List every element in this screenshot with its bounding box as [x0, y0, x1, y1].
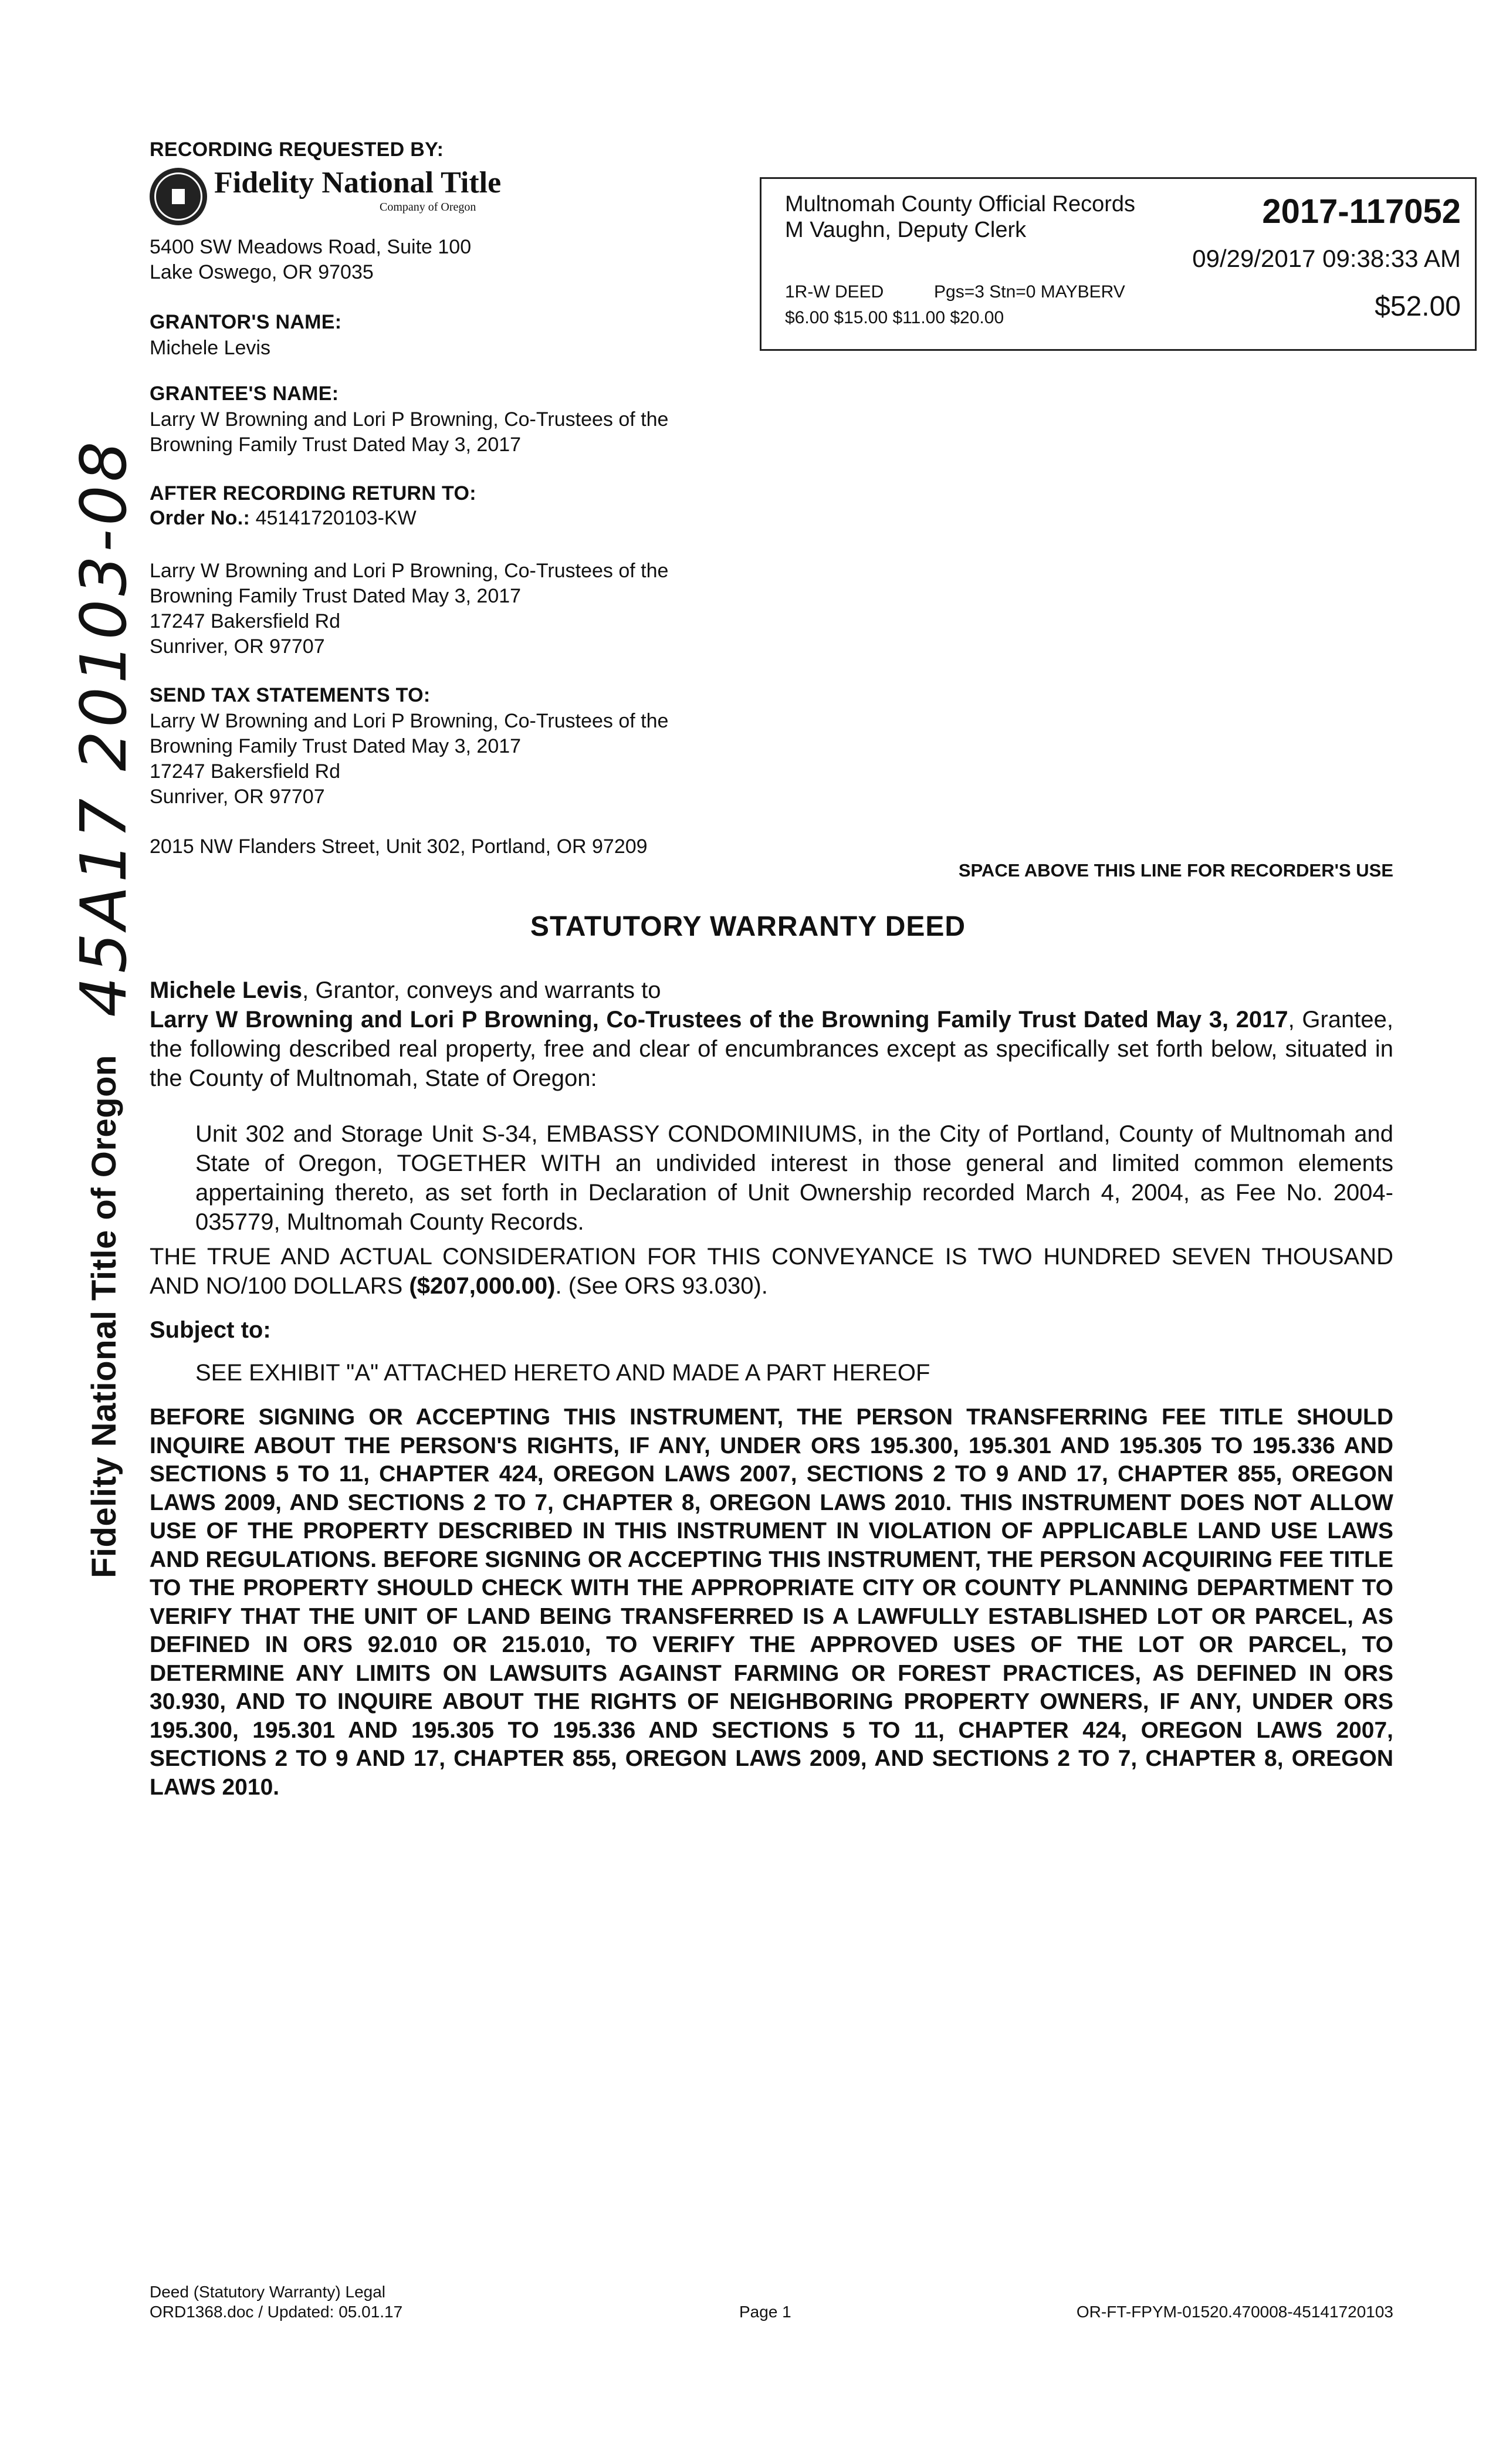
company-name: Fidelity National Title [214, 166, 502, 199]
recorder-note: SPACE ABOVE THIS LINE FOR RECORDER'S USE [958, 860, 1393, 881]
deputy-clerk: M Vaughn, Deputy Clerk [785, 218, 1027, 242]
fee-total: $52.00 [1375, 291, 1461, 322]
consideration-amount: ($207,000.00) [409, 1273, 556, 1299]
company-sub: Company of Oregon [380, 201, 476, 214]
consideration-text: THE TRUE AND ACTUAL CONSIDERATION FOR THIS CONVEYANCE IS TWO HUNDRED SEVEN THOUSAND AND NO/100 DOLLARS [150, 1244, 1393, 1299]
company-address [150, 235, 736, 285]
property-address: 2015 NW Flanders Street, Unit 302, Portland, OR 97209 [150, 835, 648, 858]
recording-requested-label: RECORDING REQUESTED BY: [150, 138, 444, 161]
company-seal-icon [150, 168, 207, 225]
conveyance-paragraph [150, 976, 1393, 1093]
side-handwritten-order: 45A17 20103-08 [67, 438, 141, 1017]
grantee-label: GRANTEE'S NAME: [150, 383, 339, 405]
recording-stamp-box [760, 177, 1477, 351]
footer-form [150, 2282, 402, 2322]
grantor-bold: Michele Levis [150, 977, 303, 1003]
consideration-ref: . (See ORS 93.030). [555, 1273, 768, 1299]
doc-type: 1R-W DEED [785, 282, 884, 302]
tax-address [150, 709, 795, 810]
side-company-name: Fidelity National Title of Oregon [85, 1055, 123, 1578]
tax-line4: Sunriver, OR 97707 [150, 786, 325, 808]
grantee-line2: Browning Family Trust Dated May 3, 2017 [150, 434, 522, 456]
footer-page: Page 1 [739, 2303, 791, 2321]
tax-line2: Browning Family Trust Dated May 3, 2017 [150, 735, 522, 757]
tax-label: SEND TAX STATEMENTS TO: [150, 684, 431, 706]
grantee-bold: Larry W Browning and Lori P Browning, Co-Trustees of the Browning Family Trust Dated May 3, 2017 [150, 1007, 1288, 1033]
subject-to-label: Subject to: [150, 1317, 271, 1343]
consideration-paragraph [150, 1242, 1393, 1301]
tax-line1: Larry W Browning and Lori P Browning, Co-Trustees of the [150, 710, 669, 732]
order-label: Order No.: [150, 507, 251, 529]
footer-form-name: Deed (Statutory Warranty) Legal [150, 2283, 386, 2301]
return-line1: Larry W Browning and Lori P Browning, Co-Trustees of the [150, 560, 669, 582]
statutory-notice: BEFORE SIGNING OR ACCEPTING THIS INSTRUMENT, THE PERSON TRANSFERRING FEE TITLE SHOULD INQUIRE ABOUT THE PERSON'S RIGHTS, IF ANY, UNDER ORS 195.300, 195.301 AND 195.305 TO 195.336 AND SECTIONS 5 TO 11, CHAPTER 424, OREGON LAWS 2007, SECTIONS 2 TO 9 AND 17, CHAPTER 855, OREGON LAWS 2009, AND SECTIONS 2 TO 7, CHAPTER 8, OREGON LAWS 2010. THIS INSTRUMENT DOES NOT ALLOW USE OF THE PROPERTY DESCRIBED IN THIS INSTRUMENT IN VIOLATION OF APPLICABLE LAND USE LAWS AND REGULATIONS. BEFORE SIGNING OR ACCEPTING THIS INSTRUMENT, THE PERSON ACQUIRING FEE TITLE TO THE PROPERTY SHOULD CHECK WITH THE APPROPRIATE CITY OR COUNTY PLANNING DEPARTMENT TO VERIFY THAT THE UNIT OF LAND BEING TRANSFERRED IS A LAWFULLY ESTABLISHED LOT OR PARCEL, AS DEFINED IN ORS 92.010 OR 215.010, TO VERIFY THE APPROVED USES OF THE LOT OR PARCEL, TO DETERMINE ANY LIMITS ON LAWSUITS AGAINST FARMING OR FOREST PRACTICES, AS DEFINED IN ORS 30.930, AND TO INQUIRE ABOUT THE RIGHTS OF NEIGHBORING PROPERTY OWNERS, IF ANY, UNDER ORS 195.300, 195.301 AND 195.305 TO 195.336 AND SECTIONS 5 TO 11, CHAPTER 424, OREGON LAWS 2007, SECTIONS 2 TO 9 AND 17, CHAPTER 855, OREGON LAWS 2009, AND SECTIONS 2 TO 7, CHAPTER 8, OREGON LAWS 2010. [150, 1404, 1393, 1800]
company-address-line1: 5400 SW Meadows Road, Suite 100 [150, 236, 472, 258]
return-label: AFTER RECORDING RETURN TO: [150, 482, 476, 505]
company-logo [150, 164, 513, 229]
footer-form-file: ORD1368.doc / Updated: 05.01.17 [150, 2303, 403, 2321]
return-line4: Sunriver, OR 97707 [150, 635, 325, 658]
grantor-name: Michele Levis [150, 337, 270, 359]
grantor-rest: , Grantor, conveys and warrants to [302, 977, 661, 1003]
footer-reference: OR-FT-FPYM-01520.470008-45141720103 [1076, 2303, 1393, 2321]
grantee-block [150, 407, 795, 458]
return-line2: Browning Family Trust Dated May 3, 2017 [150, 585, 522, 607]
return-line3: 17247 Bakersfield Rd [150, 610, 341, 632]
fee-breakdown: $6.00 $15.00 $11.00 $20.00 [785, 308, 1004, 327]
records-office: Multnomah County Official Records [785, 192, 1135, 216]
company-address-line2: Lake Oswego, OR 97035 [150, 261, 374, 283]
side-vertical-text [67, 438, 141, 1578]
return-address [150, 559, 795, 659]
order-number-row [150, 506, 417, 531]
order-number: 45141720103-KW [255, 507, 417, 529]
tax-line3: 17247 Bakersfield Rd [150, 760, 341, 783]
grantor-label: GRANTOR'S NAME: [150, 311, 342, 333]
grantee-rest: , Grantee, the following described real property, free and clear of encumbrances except as specifically set forth below, situated in the County of Multnomah, State of Oregon: [150, 1007, 1394, 1091]
grantee-line1: Larry W Browning and Lori P Browning, Co-Trustees of the [150, 408, 669, 431]
legal-description: Unit 302 and Storage Unit S-34, EMBASSY CONDOMINIUMS, in the City of Portland, County of Multnomah and State of Oregon, TOGETHER WITH an undivided interest in those general and limited common elements appertaining thereto, as set forth in Declaration of Unit Ownership recorded March 4, 2004, as Fee No. 2004-035779, Multnomah County Records. [195, 1121, 1393, 1235]
recording-timestamp: 09/29/2017 09:38:33 AM [1192, 245, 1461, 272]
exhibit-reference: SEE EXHIBIT "A" ATTACHED HERETO AND MADE A PART HEREOF [195, 1360, 930, 1386]
pages-info: Pgs=3 Stn=0 MAYBERV [934, 282, 1125, 302]
document-number: 2017-117052 [1262, 192, 1461, 231]
deed-title: STATUTORY WARRANTY DEED [530, 911, 966, 942]
